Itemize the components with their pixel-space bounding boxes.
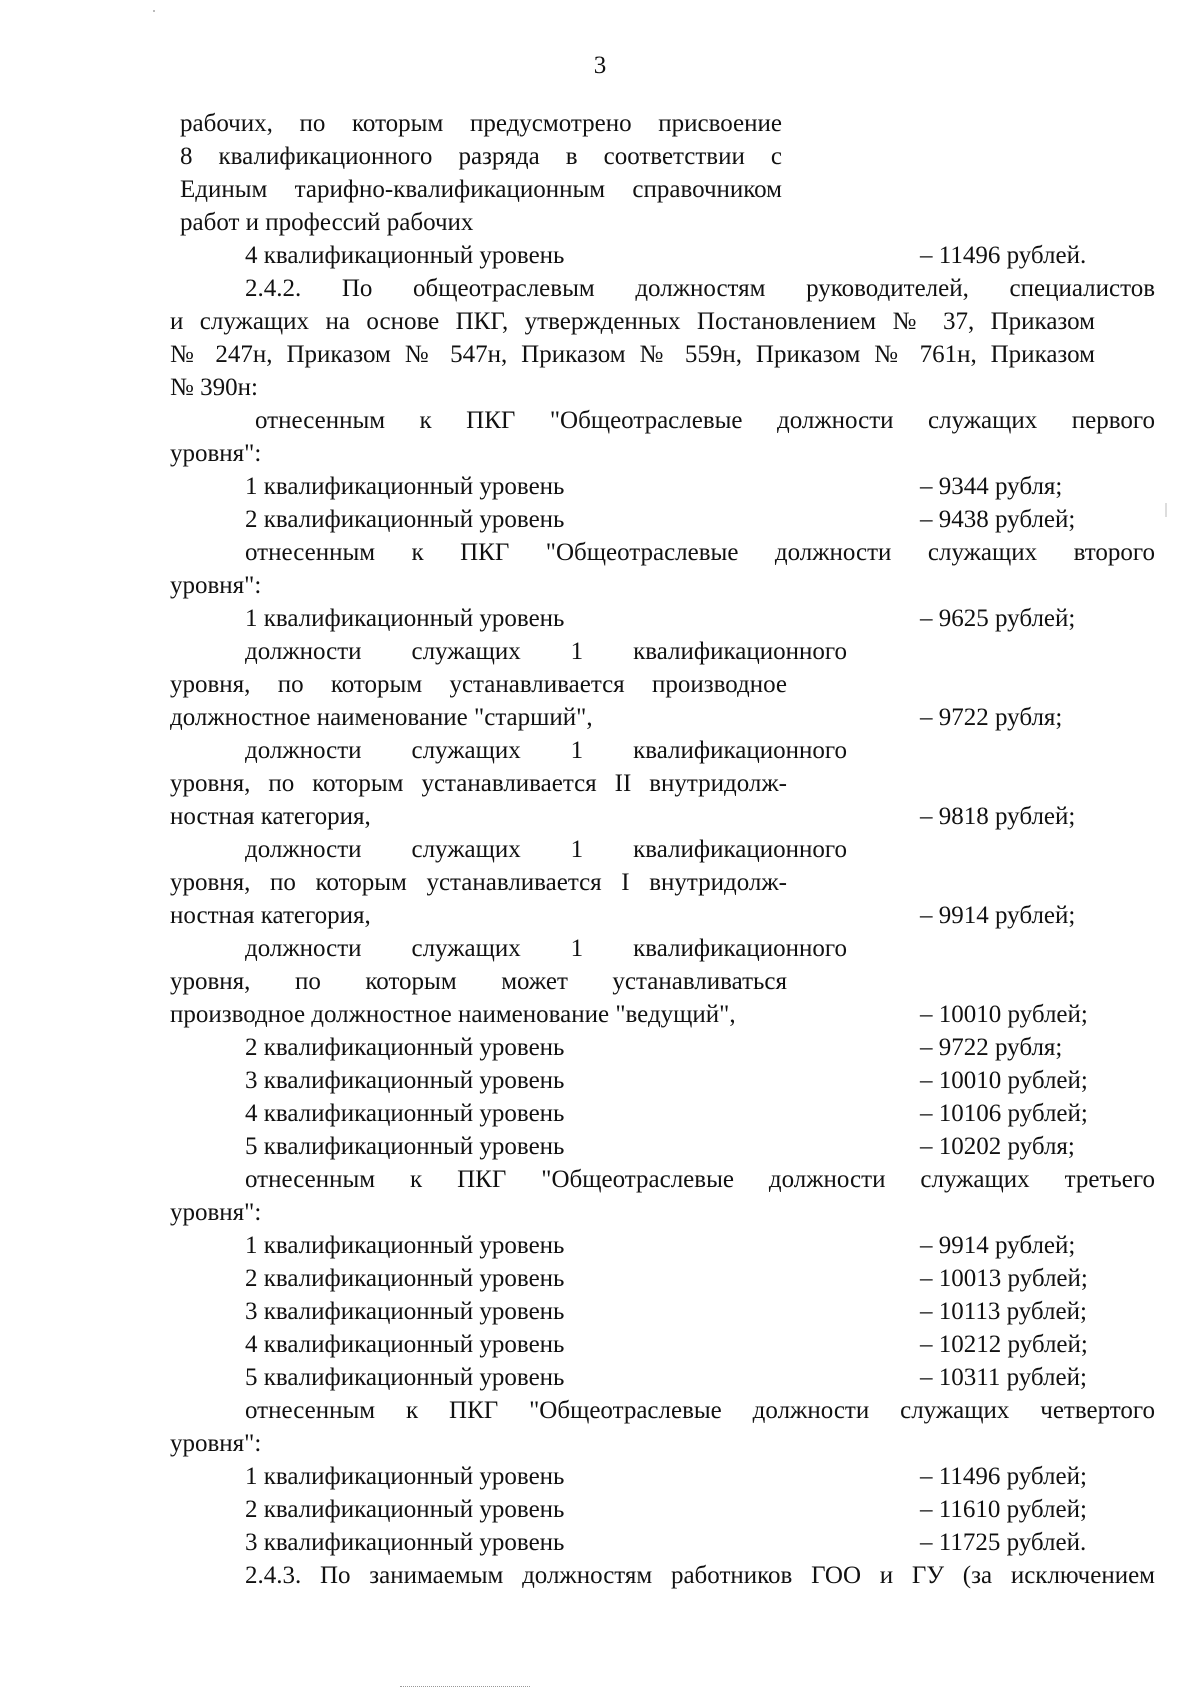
text-line: и служащих на основе ПКГ, утвержденных Постановлением № 37, Приказом [170,308,1095,335]
salary-value: – 10010 рублей; [920,1067,1088,1094]
level-label: 5 квалификационный уровень [245,1133,565,1160]
text-line: должности служащих 1 квалификационного [245,935,847,962]
scan-speck [153,10,155,12]
scan-speck [1165,503,1167,517]
page-number: 3 [593,52,607,79]
text-line: № 390н: [170,374,258,401]
text-line: производное должностное наименование "ведущий", [170,1001,736,1028]
text-line: ностная категория, [170,803,371,830]
salary-value: – 11725 рублей. [920,1529,1087,1556]
text-line: уровня": [170,440,262,467]
level-label: 4 квалификационный уровень [245,242,565,269]
text-line: уровня, по которым устанавливается II внутридолж- [170,770,787,797]
group-heading: отнесенным к ПКГ "Общеотраслевые должности служащих третьего [245,1166,1155,1193]
salary-value: – 11610 рублей; [920,1496,1087,1523]
level-label: 1 квалификационный уровень [245,1232,565,1259]
text-line: уровня, по которым устанавливается производное [170,671,787,698]
group-heading: отнесенным к ПКГ "Общеотраслевые должности служащих второго [245,539,1155,566]
level-label: 5 квалификационный уровень [245,1364,565,1391]
text-line: уровня": [170,1199,262,1226]
level-label: 1 квалификационный уровень [245,605,565,632]
level-label: 4 квалификационный уровень [245,1100,565,1127]
text-line: уровня, по которым может устанавливаться [170,968,787,995]
text-line: должности служащих 1 квалификационного [245,737,847,764]
salary-value: – 10010 рублей; [920,1001,1088,1028]
salary-value: – 11496 рублей; [920,1463,1087,1490]
level-label: 2 квалификационный уровень [245,1265,565,1292]
level-label: 2 квалификационный уровень [245,1496,565,1523]
level-label: 4 квалификационный уровень [245,1331,565,1358]
scan-artifact [400,1686,530,1690]
section-heading: 2.4.3. По занимаемым должностям работников ГОО и ГУ (за исключением [245,1562,1155,1589]
salary-value: – 10202 рубля; [920,1133,1075,1160]
salary-value: – 9914 рублей; [920,1232,1076,1259]
text-line: уровня, по которым устанавливается I внутридолж- [170,869,787,896]
salary-value: – 9344 рубля; [920,473,1063,500]
text-line: должностное наименование "старший", [170,704,593,731]
salary-value: – 11496 рублей. [920,242,1087,269]
text-line: уровня": [170,1430,262,1457]
text-line: должности служащих 1 квалификационного [245,638,847,665]
level-label: 1 квалификационный уровень [245,473,565,500]
salary-value: – 10113 рублей; [920,1298,1087,1325]
text-line: должности служащих 1 квалификационного [245,836,847,863]
salary-value: – 9438 рублей; [920,506,1076,533]
text-line: рабочих, по которым предусмотрено присвоение [180,110,782,137]
text-line: 8 квалификационного разряда в соответствии с [180,143,782,170]
level-label: 3 квалификационный уровень [245,1529,565,1556]
level-label: 1 квалификационный уровень [245,1463,565,1490]
level-label: 3 квалификационный уровень [245,1067,565,1094]
text-line: № 247н, Приказом № 547н, Приказом № 559н, Приказом № 761н, Приказом [170,341,1095,368]
salary-value: – 10013 рублей; [920,1265,1088,1292]
text-line: Единым тарифно-квалификационным справочником [180,176,782,203]
salary-value: – 9818 рублей; [920,803,1076,830]
text-line: ностная категория, [170,902,371,929]
group-heading: отнесенным к ПКГ "Общеотраслевые должности служащих четвертого [245,1397,1155,1424]
salary-value: – 9722 рубля; [920,1034,1063,1061]
level-label: 3 квалификационный уровень [245,1298,565,1325]
salary-value: – 9914 рублей; [920,902,1076,929]
level-label: 2 квалификационный уровень [245,1034,565,1061]
salary-value: – 9722 рубля; [920,704,1063,731]
level-label: 2 квалификационный уровень [245,506,565,533]
salary-value: – 10106 рублей; [920,1100,1088,1127]
salary-value: – 9625 рублей; [920,605,1076,632]
text-line: уровня": [170,572,262,599]
salary-value: – 10212 рублей; [920,1331,1088,1358]
text-line: работ и профессий рабочих [180,209,474,236]
salary-value: – 10311 рублей; [920,1364,1087,1391]
section-heading: 2.4.2. По общеотраслевым должностям руководителей, специалистов [245,275,1155,302]
group-heading: отнесенным к ПКГ "Общеотраслевые должности служащих первого [255,407,1155,434]
